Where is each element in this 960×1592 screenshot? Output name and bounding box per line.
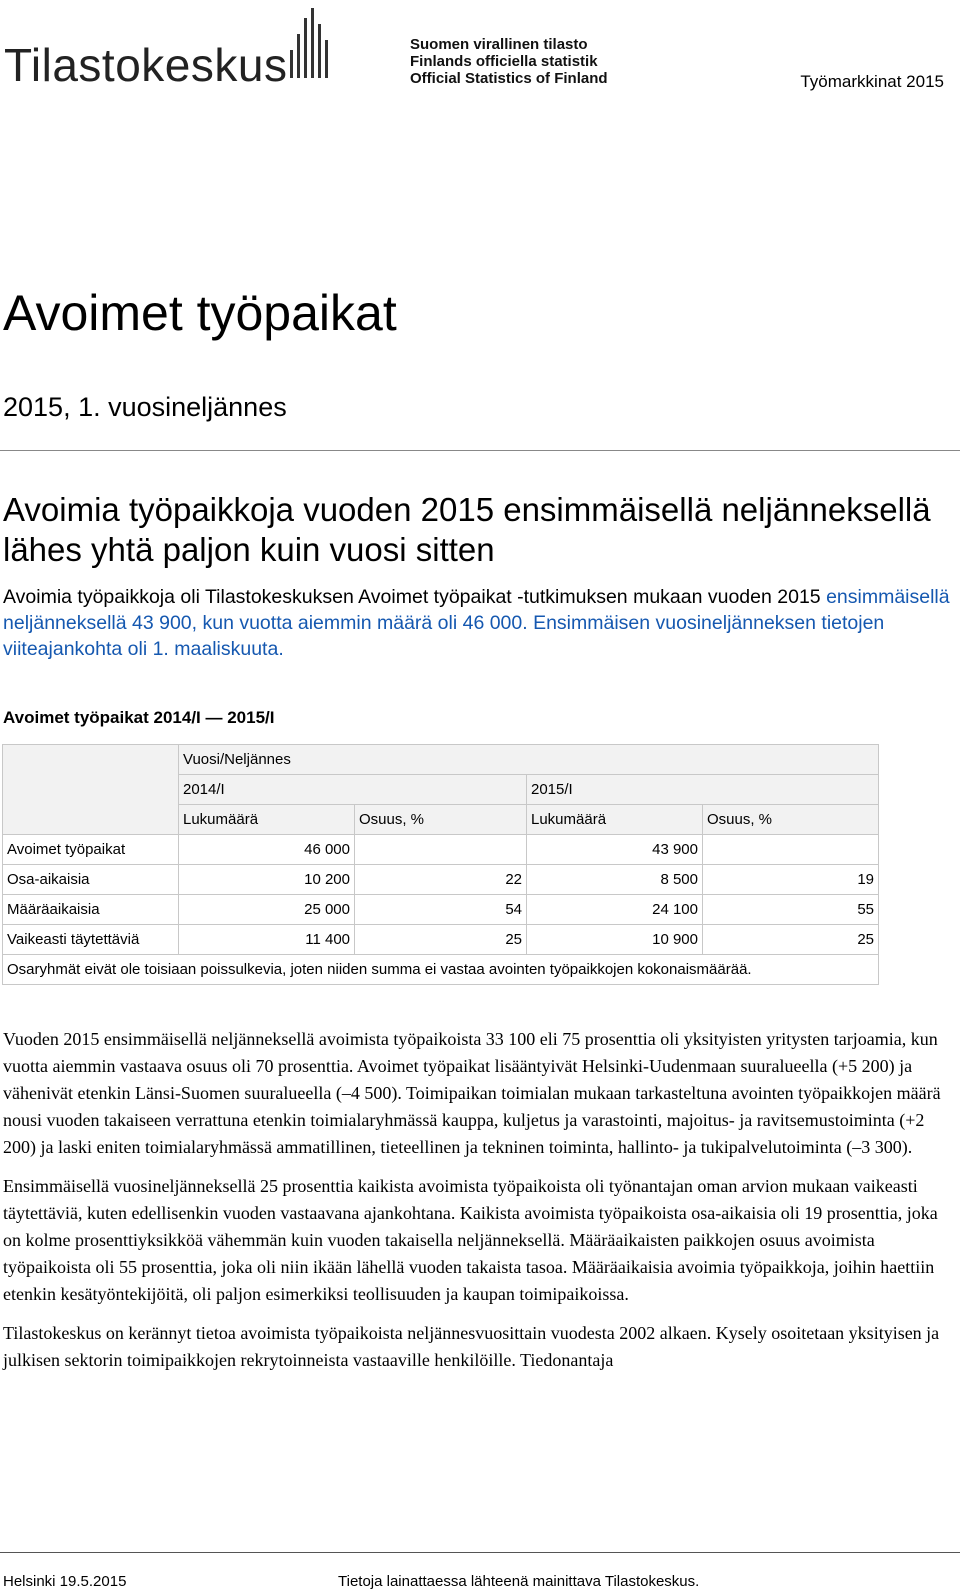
period-subtitle: 2015, 1. vuosineljännes	[3, 392, 287, 422]
table-header-period: 2014/I	[179, 775, 527, 805]
cell: 25	[703, 925, 879, 955]
table-row	[3, 925, 879, 955]
row-label: Vaikeasti täytettäviä	[3, 925, 179, 955]
series-title: Työmarkkinat 2015	[800, 72, 944, 91]
cell: 8 500	[527, 865, 703, 895]
lead-paragraph	[3, 584, 955, 662]
cell	[703, 835, 879, 865]
row-label: Osa-aikaisia	[3, 865, 179, 895]
cell: 11 400	[179, 925, 355, 955]
vacancies-table	[2, 744, 879, 985]
cell: 10 200	[179, 865, 355, 895]
table-header-period: 2015/I	[527, 775, 879, 805]
cell: 25	[355, 925, 527, 955]
paragraph: Vuoden 2015 ensimmäisellä neljänneksellä avoimista työpaikoista 33 100 eli 75 prosenttia oli yksityisten yritysten tarjoamia, kun vuotta aiemmin vastaava osuus oli 70 prosenttia. Avoimet työpaikat lisääntyivät Helsinki-Uudenmaan suuralueella (+5 200) ja vähenivät etenkin Länsi-Suomen suuralueella (–4 500). Toimipaikan toimialan mukaan tarkasteltuna avointen työpaikkojen määrä nousi vuoden takaiseen verrattuna etenkin toimialaryhmässä kauppa, kuljetus ja varastointi, majoitus- ja ravitsemustoiminta (+2 200) ja laski eniten toimialaryhmässä ammatillinen, tieteellinen ja tekninen toiminta, hallinto- ja tukipalvelutoiminta (–3 300).	[3, 1029, 941, 1157]
table-header-measure: Osuus, %	[703, 805, 879, 835]
footer-divider	[0, 1552, 960, 1553]
table-note: Osaryhmät eivät ole toisiaan poissulkevia, joten niiden summa ei vastaa avointen työpaikkojen kokonaismäärää.	[3, 955, 879, 985]
table-row	[3, 865, 879, 895]
body-text	[3, 1026, 955, 1386]
cell: 10 900	[527, 925, 703, 955]
official-statistics-label: Suomen virallinen tilasto Finlands officiella statistik Official Statistics of Finland	[410, 36, 608, 87]
paragraph: Tilastokeskus on kerännyt tietoa avoimista työpaikoista neljännesvuosittain vuodesta 2002 alkaen. Kysely osoitetaan yksityisen ja julkisen sektorin toimipaikkojen rekrytoinneista vastaaville henkilöille. Tiedonantaja	[3, 1323, 940, 1370]
footer-date: Helsinki 19.5.2015	[3, 1573, 127, 1590]
cell: 22	[355, 865, 527, 895]
cell	[355, 835, 527, 865]
lead-link-text[interactable]: ensimmäisellä neljänneksellä 43 900, kun vuotta aiemmin määrä oli 46 000. Ensimmäisen vuosineljänneksen tietojen viiteajankohta oli 1. maaliskuuta.	[3, 586, 950, 660]
table-row	[3, 895, 879, 925]
cell: 24 100	[527, 895, 703, 925]
headline: Avoimia työpaikkoja vuoden 2015 ensimmäisellä neljänneksellä lähes yhtä paljon kuin vuosi sitten	[3, 491, 931, 568]
table-header-measure: Lukumäärä	[527, 805, 703, 835]
table-header-measure: Lukumäärä	[179, 805, 355, 835]
cell: 43 900	[527, 835, 703, 865]
table-header-measure: Osuus, %	[355, 805, 527, 835]
page-title: Avoimet työpaikat	[3, 285, 397, 341]
paragraph: Ensimmäisellä vuosineljänneksellä 25 prosenttia kaikista avoimista työpaikoista oli työnantajan oman arvion mukaan vaikeasti täytettäviä, kuten edellisenkin vuoden vastaavana ajankohtana. Kaikista avoimista työpaikoista osa-aikaisia oli 19 prosenttia, joka on kolme prosenttiyksikköä vähemmän kuin vuoden takaisella neljänneksellä. Määräaikaisten paikkojen osuus avoimista työpaikoista oli 55 prosenttia, joka oli niin ikään lähellä vuoden takaista tasoa. Määräaikaisia avoimia työpaikkoja, joihin haettiin etenkin kesätyöntekijöitä, oli paljon esimerkiksi teollisuuden ja kaupan toimipaikoissa.	[3, 1176, 938, 1304]
row-label: Määräaikaisia	[3, 895, 179, 925]
table-corner	[3, 745, 179, 835]
tilastokeskus-logo-text: Tilastokeskus	[4, 39, 288, 91]
cell: 46 000	[179, 835, 355, 865]
cell: 25 000	[179, 895, 355, 925]
cell: 19	[703, 865, 879, 895]
table-row	[3, 835, 879, 865]
cell: 55	[703, 895, 879, 925]
table-title: Avoimet työpaikat 2014/I — 2015/I	[3, 708, 275, 727]
row-label: Avoimet työpaikat	[3, 835, 179, 865]
logo-bars-icon	[288, 6, 332, 78]
lead-text: Avoimia työpaikkoja oli Tilastokeskuksen Avoimet työpaikat -tutkimuksen mukaan vuoden 2015	[3, 586, 827, 608]
cell: 54	[355, 895, 527, 925]
divider	[0, 450, 960, 451]
footer-citation: Tietoja lainattaessa lähteenä mainittava Tilastokeskus.	[338, 1573, 700, 1590]
table-header-group: Vuosi/Neljännes	[179, 745, 879, 775]
